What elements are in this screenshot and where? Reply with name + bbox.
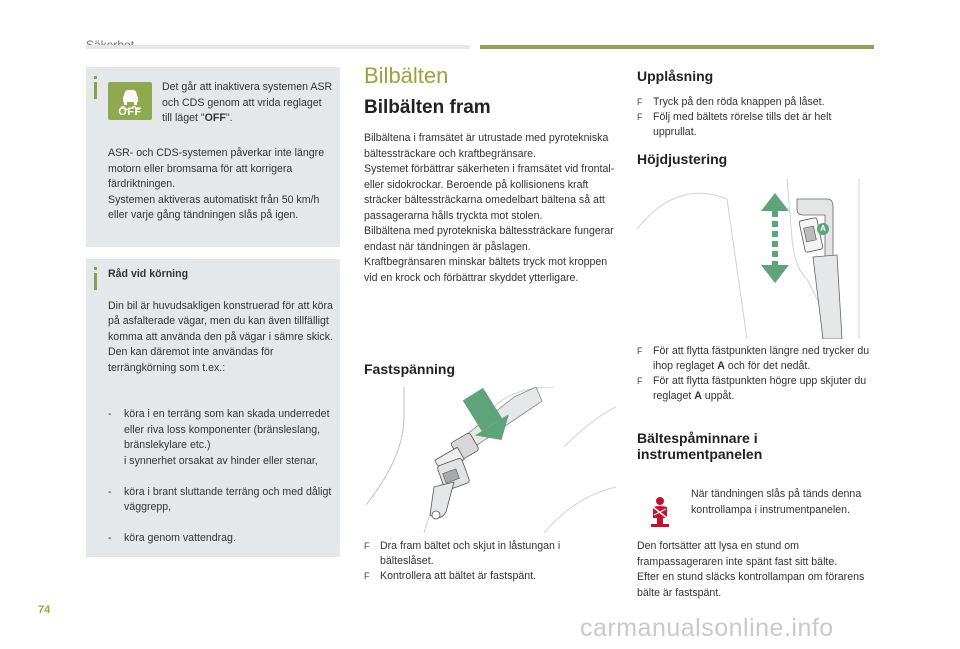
label-a: A xyxy=(820,224,826,233)
driving-text: Din bil är huvudsakligen konstruerad för att köra på asfalterade vägar, men du kan även tillfälligt komma att använda den på vägar i sämre skick. Den kan däremot inte användas för terrängkörning som t.ex.: xyxy=(108,299,333,374)
header-bar-right xyxy=(480,45,874,49)
driving-list xyxy=(108,392,334,563)
seatbelt-description: Bilbältena i framsätet är utrustade med pyrotekniska bältessträckare och kraftbegränsare. Systemet förbättrar säkerheten i framsätet vid frontal- eller sidokrockar. Beroende på kollisionens kraft sträcker bältessträckarna omedelbart bältena så att passagerarna hålls tryckta mot stolen. Bilbältena med pyrotekniska bältessträckare fungerar endast när tändningen är påslagen. Kraftbegränsaren minskar bältets tryck mot kroppen vid en krock och förbättrar skyddet ytterligare. xyxy=(364,132,615,284)
list-item: - köra i brant sluttande terräng och med dåligt väggrepp, xyxy=(108,485,334,516)
list-item: - köra i en terräng som kan skada underredet eller riva loss komponenter (bränsleslang, bränslekylare etc.) i synnerhet orsakat av hinder eller stenar, xyxy=(108,407,334,469)
height-item-bold: A xyxy=(694,390,702,402)
off-label: OFF xyxy=(118,106,142,118)
asr-text-2: ASR- och CDS-systemen påverkar inte längre motorn eller bromsarna för att korrigera färdriktningen. Systemen aktiveras automatiskt från 50 km/h eller varje gång tändningen slås på igen. xyxy=(108,147,325,221)
seatbelt-warning-icon xyxy=(645,496,675,530)
fastening-heading: Fastspänning xyxy=(364,361,456,377)
asr-text-1b: ". xyxy=(225,112,233,124)
height-list xyxy=(637,344,885,404)
header-bar-left xyxy=(86,45,470,49)
reminder-text-1: När tändningen slås på tänds denna kontrollampa i instrumentpanelen. xyxy=(691,488,862,516)
asr-text-1a: Det går att inaktivera systemen ASR och CDS genom att vrida reglaget till läget " xyxy=(162,81,333,124)
height-item-text: För att flytta fästpunkten högre upp skjuter du reglaget xyxy=(653,375,867,402)
driving-body xyxy=(108,283,334,578)
page-number: 74 xyxy=(38,604,51,616)
list-item: F Dra fram bältet och skjut in låstungan i bälteslåset. xyxy=(364,539,594,569)
height-item-text: För att flytta fästpunkten längre ned trycker du ihop reglaget xyxy=(653,345,870,372)
asr-off-icon xyxy=(108,82,152,120)
height-adjust-illustration xyxy=(636,178,880,340)
info-icon xyxy=(94,82,97,99)
list-item: F Följ med bältets rörelse tills det är helt upprullat. xyxy=(637,110,877,140)
reminder-text-2: Den fortsätter att lysa en stund om frampassageraren inte spänt fast sitt bälte. Efter en stund släcks kontrollampan om förarens bälte är fastspänt. xyxy=(637,540,865,599)
asr-text-bold: OFF xyxy=(204,112,226,124)
section-title: Bilbälten fram xyxy=(364,97,491,118)
height-item-bold: A xyxy=(717,360,725,372)
unlocking-heading: Upplåsning xyxy=(637,68,714,84)
watermark: carmanualsonline.info xyxy=(580,614,834,642)
fastening-list xyxy=(364,539,594,584)
height-heading: Höjdjustering xyxy=(637,151,728,167)
fastening-illustration xyxy=(363,386,617,534)
info-icon xyxy=(94,273,97,290)
reminder-heading: Bältespåminnare i instrumentpanelen xyxy=(637,430,763,462)
page-title: Bilbälten xyxy=(364,63,449,88)
unlocking-list xyxy=(637,95,877,140)
list-item xyxy=(637,374,885,404)
list-item: F Kontrollera att bältet är fastspänt. xyxy=(364,569,594,584)
list-item: F Tryck på den röda knappen på låset. xyxy=(637,95,877,110)
asr-text-1 xyxy=(162,80,334,127)
list-item xyxy=(637,344,885,374)
list-item: - köra genom vattendrag. xyxy=(108,531,334,547)
height-item-text: uppåt. xyxy=(701,390,735,402)
driving-heading: Råd vid körning xyxy=(108,268,189,280)
height-item-text: och för det nedåt. xyxy=(724,360,811,372)
